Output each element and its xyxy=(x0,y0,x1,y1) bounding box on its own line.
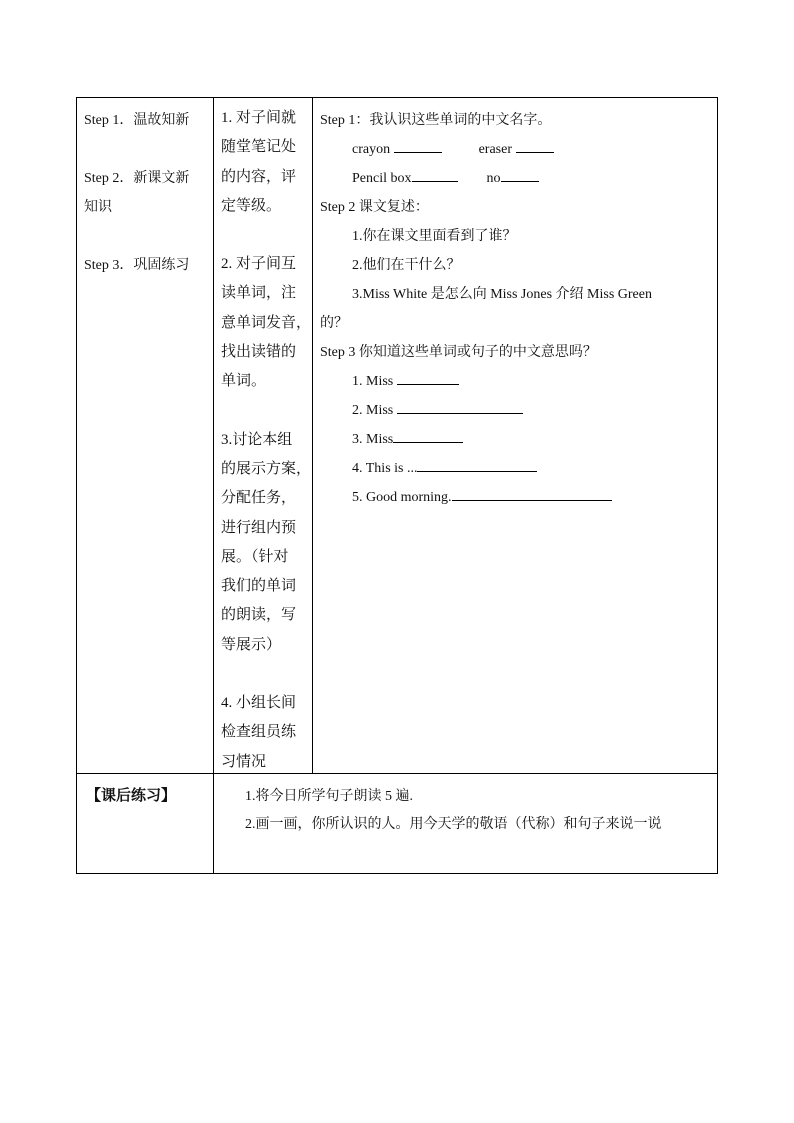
word-crayon: crayon xyxy=(352,142,391,157)
question-1: 1.你在课文里面看到了谁？ xyxy=(352,229,517,244)
translate-item-3: 3. Miss xyxy=(320,425,709,454)
activity-1-line: 定等级。 xyxy=(221,197,282,214)
homework-content xyxy=(214,774,717,873)
steps-column xyxy=(77,98,214,773)
activity-4-line: 4. 小组长间 xyxy=(221,695,297,712)
translate-item-1: 1. Miss xyxy=(320,367,709,396)
activity-3-line: 展。（针对 xyxy=(221,548,289,565)
activity-1-line: 1. 对子间就 xyxy=(221,110,297,126)
activity-3-line: 我们的单词 xyxy=(221,578,297,595)
activity-2-line: 2. 对子间互 xyxy=(221,256,297,273)
answer-blank[interactable] xyxy=(397,399,523,414)
lesson-table xyxy=(76,97,718,874)
vocab-row-2 xyxy=(320,164,709,193)
homework-item-2: 2.画一画，你所认识的人。用今天学的敬语（代称）和句子来说一说 xyxy=(245,817,662,832)
step3-title: Step 3 你知道这些单词或句子的中文意思吗？ xyxy=(320,345,597,360)
steps-row xyxy=(77,98,717,774)
activity-2-line: 读单词，注 xyxy=(221,285,297,302)
step3-label: Step 3．巩固练习 xyxy=(84,258,190,273)
activity-3-line: 分配任务， xyxy=(221,490,297,507)
word-pencil-box: Pencil box xyxy=(352,171,412,186)
activity-2-line: 找出读错的 xyxy=(221,344,297,361)
activity-3-line: 等展示） xyxy=(221,636,282,653)
activity-3-line: 3.讨论本组 xyxy=(221,431,293,448)
activity-1-line: 随堂笔记处 xyxy=(221,139,297,156)
step1-title: Step 1：我认识这些单词的中文名字。 xyxy=(320,113,552,128)
translate-item-4: 4. This is ... xyxy=(320,454,709,483)
step2-title: Step 2 课文复述： xyxy=(320,200,429,215)
activity-2-line: 单词。 xyxy=(221,373,267,390)
step2-label-cont: 知识 xyxy=(84,200,112,215)
activity-3-line: 进行组内预 xyxy=(221,519,297,536)
answer-blank[interactable] xyxy=(397,370,459,385)
activity-4-line: 习情况 xyxy=(221,753,267,770)
answer-blank[interactable] xyxy=(417,457,537,472)
step1-label: Step 1．温故知新 xyxy=(84,113,190,128)
activity-2-line: 意单词发音， xyxy=(221,314,312,331)
vocab-row-1 xyxy=(320,135,709,164)
question-2: 2.他们在干什么？ xyxy=(352,258,461,273)
answer-blank[interactable] xyxy=(412,167,458,182)
activity-3-line: 的展示方案， xyxy=(221,460,312,477)
word-no: no xyxy=(486,171,501,186)
translate-item-5: 5. Good morning. xyxy=(320,483,709,512)
translate-item-2: 2. Miss xyxy=(320,396,709,425)
question-3-cont: 的？ xyxy=(320,316,348,331)
homework-item-1: 1.将今日所学句子朗读 5 遍. xyxy=(245,789,413,804)
question-3: 3.Miss White 是怎么向 Miss Jones 介绍 Miss Green xyxy=(352,287,652,302)
activity-3-line: 的朗读，写 xyxy=(221,607,297,624)
answer-blank[interactable] xyxy=(394,138,442,153)
homework-label: 【课后练习】 xyxy=(77,774,214,873)
answer-blank[interactable] xyxy=(393,428,463,443)
step2-label: Step 2．新课文新 xyxy=(84,171,190,186)
answer-blank[interactable] xyxy=(501,167,539,182)
answer-blank[interactable] xyxy=(516,138,554,153)
activities-column xyxy=(214,98,313,773)
activity-1-line: 的内容，评 xyxy=(221,168,297,185)
answer-blank[interactable] xyxy=(452,486,612,501)
word-eraser: eraser xyxy=(478,142,513,157)
content-column xyxy=(313,98,717,773)
activity-4-line: 检查组员练 xyxy=(221,724,297,741)
homework-row xyxy=(77,774,717,873)
